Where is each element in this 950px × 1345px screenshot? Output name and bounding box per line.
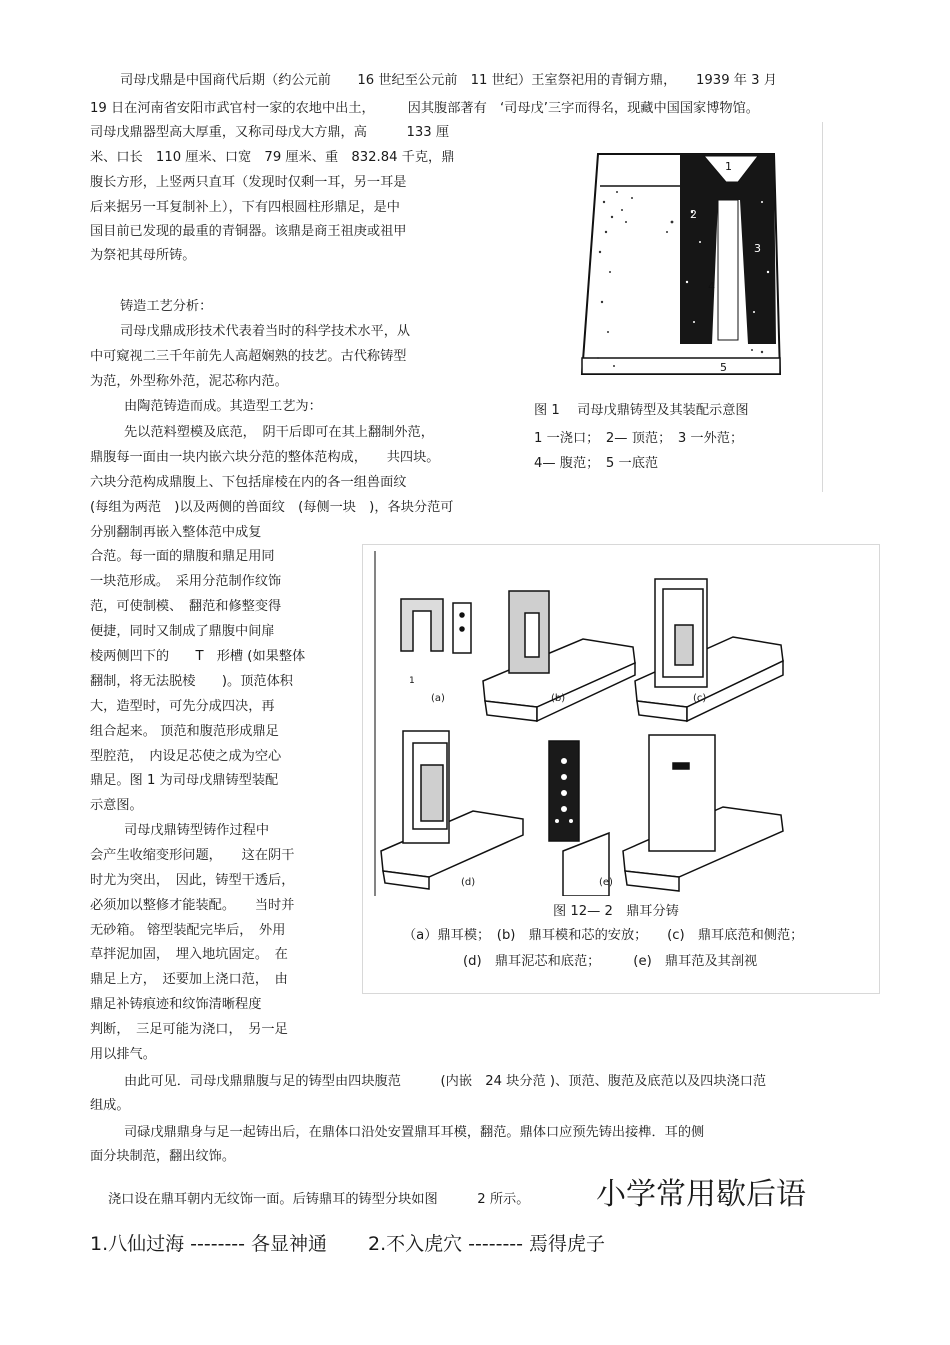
intro-line-3: 司母戊鼎器型高大厚重，又称司母戊大方鼎，高 133 厘 bbox=[90, 125, 450, 140]
figure-2-legend-2: (d) 鼎耳泥芯和底范； (e) 鼎耳范及其剖视 bbox=[463, 954, 758, 969]
ear-casting-diagram bbox=[373, 551, 793, 896]
analysis-line-12: 范，可使制模、 翻范和修整变得 bbox=[90, 599, 282, 614]
analysis-line-3: 为范，外型称外范，泥芯称内范。 bbox=[90, 374, 288, 389]
figure-2 bbox=[362, 544, 880, 994]
panel-a bbox=[401, 599, 471, 653]
intro-line-7: 国目前已发现的最重的青铜器。该鼎是商王祖庚或祖甲 bbox=[90, 224, 407, 239]
figure-1 bbox=[522, 122, 823, 492]
intro-line-5: 腹长方形，上竖两只直耳（发现时仅剩一耳，另一耳是 bbox=[90, 175, 407, 190]
fig1-label-2: 2 bbox=[690, 208, 697, 221]
figure-1-legend-2: 4— 腹范； 5 一底范 bbox=[534, 456, 659, 471]
analysis-line-25: 无砂箱。 镕型装配完毕后， 外用 bbox=[90, 923, 286, 938]
analysis-line-28: 鼎足补铸痕迹和纹饰清晰程度 bbox=[90, 997, 262, 1012]
analysis-line-15: 翻制，将无法脱棱 )。顶范体积 bbox=[90, 674, 293, 689]
analysis-line-1: 司母戊鼎成形技术代表着当时的科学技术水平，从 bbox=[120, 324, 411, 339]
analysis-line-10: 合范。每一面的鼎腹和鼎足用同 bbox=[90, 549, 275, 564]
analysis-line-8: (每组为两范 )以及两侧的兽面纹 (每侧一块 )，各块分范可 bbox=[90, 500, 454, 515]
analysis-line-17: 组合起来。 顶范和腹范形成鼎足 bbox=[90, 724, 279, 739]
analysis-line-4: 由陶范铸造而成。其造型工艺为： bbox=[124, 399, 322, 414]
casting-mold-diagram bbox=[522, 122, 822, 392]
conclusion-line-5: 浇口设在鼎耳朝内无纹饰一面。后铸鼎耳的铸型分块如图 2 所示。 bbox=[108, 1192, 530, 1207]
analysis-line-22: 会产生收缩变形问题， 这在阴干 bbox=[90, 848, 295, 863]
analysis-line-21: 司母戊鼎铸型铸作过程中 bbox=[124, 823, 270, 838]
analysis-line-16: 大，造型时，可先分成四决，再 bbox=[90, 699, 275, 714]
figure-1-caption: 图 1 司母戊鼎铸型及其装配示意图 bbox=[534, 403, 749, 418]
fig1-label-3: 3 bbox=[754, 242, 761, 255]
analysis-line-13: 便捷，同时又制成了鼎腹中间扉 bbox=[90, 624, 275, 639]
analysis-line-2: 中可窥视二三千年前先人高超娴熟的技艺。古代称铸型 bbox=[90, 349, 407, 364]
analysis-line-30: 用以排气。 bbox=[90, 1047, 156, 1062]
conclusion-line-4: 面分块制范，翻出纹饰。 bbox=[90, 1149, 236, 1164]
analysis-line-19: 鼎足。图 1 为司母戊鼎铸型装配 bbox=[90, 773, 279, 788]
analysis-line-20: 示意图。 bbox=[90, 798, 143, 813]
analysis-line-5: 先以范料塑模及底范， 阴干后即可在其上翻制外范， bbox=[124, 425, 434, 440]
fig2-label-e: (e) bbox=[599, 877, 613, 888]
intro-line-1: 司母戊鼎是中国商代后期（约公元前 16 世纪至公元前 11 世纪）王室祭祀用的青铜方鼎， 1939 年 3 月 bbox=[120, 73, 777, 88]
fig2-label-c: (c) bbox=[693, 693, 707, 704]
intro-line-8: 为祭祀其母所铸。 bbox=[90, 248, 196, 263]
analysis-line-26: 草拌泥加固， 埋入地坑固定。 在 bbox=[90, 947, 288, 962]
xiehouyu-item-2: 2.不入虎穴 -------- 焉得虎子 bbox=[368, 1233, 606, 1255]
intro-line-2: 19 日在河南省安阳市武官村一家的农地中出土， 因其腹部著有 ‘司母戊’三字而得名，现藏中国国家博物馆。 bbox=[90, 101, 759, 116]
intro-line-6: 后来据另一耳复制补上），下有四根圆柱形鼎足，是中 bbox=[90, 200, 400, 215]
fig2-label-1: 1 bbox=[409, 676, 415, 686]
analysis-line-18: 型腔范， 内设足芯使之成为空心 bbox=[90, 749, 282, 764]
analysis-line-27: 鼎足上方， 还要加上浇口范， 由 bbox=[90, 972, 288, 987]
fig2-label-d: (d) bbox=[461, 877, 476, 888]
fig2-label-b: (b) bbox=[551, 693, 566, 704]
analysis-line-14: 棱两侧凹下的 T 形槽 (如果整体 bbox=[90, 649, 306, 664]
conclusion-line-2: 组成。 bbox=[90, 1098, 130, 1113]
figure-2-legend-1: （a）鼎耳模； (b) 鼎耳模和芯的安放； (c) 鼎耳底范和侧范； bbox=[403, 928, 804, 943]
fig2-label-a: (a) bbox=[431, 693, 445, 704]
conclusion-line-1: 由此可见．司母戊鼎鼎腹与足的铸型由四块腹范 (内嵌 24 块分范 )、顶范、腹范及底范以及四块浇口范 bbox=[124, 1074, 767, 1089]
analysis-line-29: 判断， 三足可能为浇口， 另一足 bbox=[90, 1022, 288, 1037]
fig1-label-1: 1 bbox=[725, 160, 732, 173]
analysis-line-24: 必须加以整修才能装配。 当时并 bbox=[90, 898, 295, 913]
figure-2-caption: 图 12— 2 鼎耳分铸 bbox=[553, 904, 679, 919]
analysis-line-23: 时尤为突出， 因此，铸型干透后， bbox=[90, 873, 295, 888]
xiehouyu-title: 小学常用歇后语 bbox=[596, 1177, 806, 1212]
section-heading: 铸造工艺分析： bbox=[120, 299, 213, 314]
figure-1-legend-1: 1 一浇口； 2— 顶范； 3 一外范； bbox=[534, 431, 744, 446]
analysis-line-9: 分别翻制再嵌入整体范中成复 bbox=[90, 525, 262, 540]
intro-line-4: 米、口长 110 厘米、口宽 79 厘米、重 832.84 千克，鼎 bbox=[90, 150, 455, 165]
analysis-line-11: 一块范形成。 采用分范制作纹饰 bbox=[90, 574, 282, 589]
fig1-label-5: 5 bbox=[720, 361, 727, 374]
conclusion-line-3: 司碌戊鼎鼎身与足一起铸出后，在鼎体口沿处安置鼎耳耳模，翻范。鼎体口应预先铸出接榫．耳的侧 bbox=[124, 1125, 705, 1140]
xiehouyu-item-1: 1.八仙过海 -------- 各显神通 bbox=[90, 1233, 328, 1255]
analysis-line-6: 鼎腹每一面由一块内嵌六块分范的整体范构成， 共四块。 bbox=[90, 450, 440, 465]
fig1-label-4: 4 bbox=[708, 280, 715, 293]
analysis-line-7: 六块分范构成鼎腹上、下包括扉棱在内的各一组兽面纹 bbox=[90, 475, 407, 490]
